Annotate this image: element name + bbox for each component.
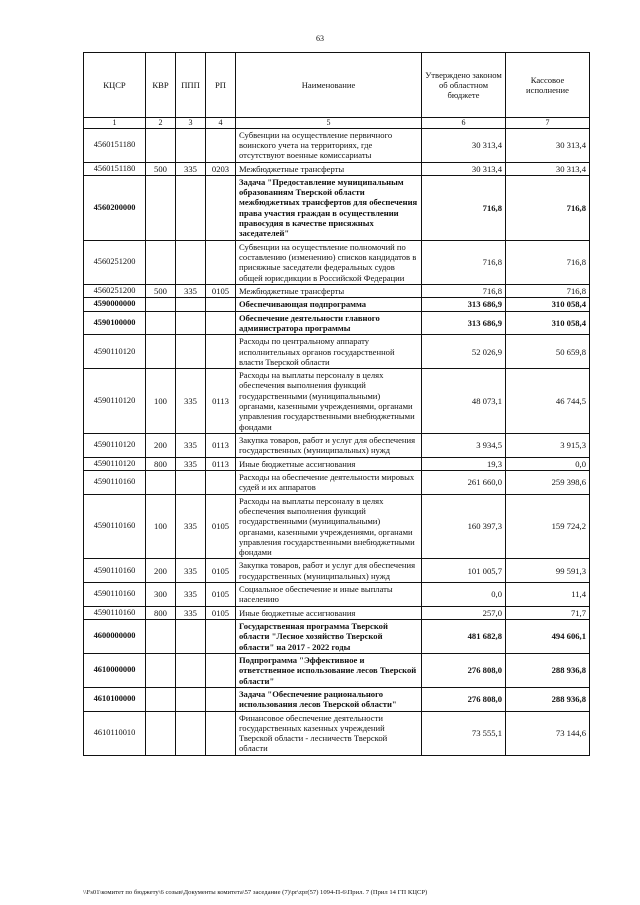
- cell-executed: 46 744,5: [506, 369, 590, 434]
- cell-ppp: [176, 311, 206, 335]
- cell-kvr: 200: [146, 434, 176, 458]
- cell-approved: 52 026,9: [422, 335, 506, 369]
- table-row: [84, 653, 590, 687]
- cell-executed: 11,4: [506, 583, 590, 607]
- cell-kcsr: 4560200000: [84, 175, 146, 240]
- header-rp: РП: [206, 53, 236, 118]
- cell-executed: 288 936,8: [506, 687, 590, 711]
- cell-kvr: 800: [146, 457, 176, 470]
- cell-name: Финансовое обеспечение деятельности государственных казенных учреждений Тверской области - лесничеств Тверской области: [236, 711, 422, 755]
- cell-executed: 0,0: [506, 457, 590, 470]
- cell-executed: 159 724,2: [506, 494, 590, 559]
- header-ppp: ППП: [176, 53, 206, 118]
- table-row: [84, 494, 590, 559]
- cell-kcsr: 4590110160: [84, 494, 146, 559]
- cell-ppp: 335: [176, 434, 206, 458]
- cell-approved: 30 313,4: [422, 128, 506, 162]
- column-number: 6: [422, 118, 506, 129]
- table-row: [84, 583, 590, 607]
- cell-kvr: [146, 298, 176, 311]
- cell-rp: [206, 298, 236, 311]
- cell-executed: 30 313,4: [506, 162, 590, 175]
- cell-name: Закупка товаров, работ и услуг для обеспечения государственных (муниципальных) нужд: [236, 559, 422, 583]
- cell-name: Иные бюджетные ассигнования: [236, 457, 422, 470]
- cell-ppp: 335: [176, 284, 206, 297]
- table-row: [84, 620, 590, 654]
- header-name: Наименование: [236, 53, 422, 118]
- cell-rp: 0113: [206, 434, 236, 458]
- cell-approved: 0,0: [422, 583, 506, 607]
- cell-rp: 0113: [206, 457, 236, 470]
- cell-kcsr: 4590110120: [84, 335, 146, 369]
- cell-name: Обеспечивающая подпрограмма: [236, 298, 422, 311]
- cell-ppp: 335: [176, 583, 206, 607]
- table-row: [84, 470, 590, 494]
- cell-ppp: [176, 128, 206, 162]
- cell-rp: 0113: [206, 369, 236, 434]
- cell-approved: 313 686,9: [422, 298, 506, 311]
- table-row: [84, 457, 590, 470]
- cell-ppp: 335: [176, 162, 206, 175]
- cell-approved: 716,8: [422, 284, 506, 297]
- cell-name: Задача "Обеспечение рационального использования лесов Тверской области": [236, 687, 422, 711]
- cell-name: Межбюджетные трансферты: [236, 162, 422, 175]
- column-number: 4: [206, 118, 236, 129]
- cell-approved: 276 808,0: [422, 687, 506, 711]
- cell-ppp: 335: [176, 606, 206, 619]
- cell-rp: 0105: [206, 284, 236, 297]
- cell-kcsr: 4590000000: [84, 298, 146, 311]
- cell-kcsr: 4590110160: [84, 583, 146, 607]
- cell-executed: 50 659,8: [506, 335, 590, 369]
- cell-kcsr: 4610110010: [84, 711, 146, 755]
- cell-ppp: 335: [176, 494, 206, 559]
- cell-name: Расходы на обеспечение деятельности мировых судей и их аппаратов: [236, 470, 422, 494]
- cell-approved: 313 686,9: [422, 311, 506, 335]
- table-row: [84, 128, 590, 162]
- cell-kcsr: 4590110160: [84, 470, 146, 494]
- cell-ppp: [176, 711, 206, 755]
- cell-approved: 30 313,4: [422, 162, 506, 175]
- budget-execution-table: [83, 52, 590, 756]
- cell-name: Задача "Предоставление муниципальным образованиям Тверской области межбюджетных трансфертов для обеспечения права участия граждан в осуществлении правосудия в качестве присяжных заседателей": [236, 175, 422, 240]
- cell-rp: [206, 128, 236, 162]
- cell-rp: [206, 335, 236, 369]
- cell-ppp: 335: [176, 457, 206, 470]
- cell-ppp: 335: [176, 369, 206, 434]
- page-number: 63: [316, 34, 324, 43]
- cell-kvr: [146, 470, 176, 494]
- cell-executed: 30 313,4: [506, 128, 590, 162]
- cell-approved: 257,0: [422, 606, 506, 619]
- table-row: [84, 687, 590, 711]
- table-row: [84, 311, 590, 335]
- cell-ppp: [176, 470, 206, 494]
- cell-kvr: [146, 335, 176, 369]
- cell-approved: 101 005,7: [422, 559, 506, 583]
- cell-executed: 494 606,1: [506, 620, 590, 654]
- cell-approved: 261 660,0: [422, 470, 506, 494]
- cell-kvr: [146, 711, 176, 755]
- cell-executed: 3 915,3: [506, 434, 590, 458]
- footer-file-path: \\Fs01\комитет по бюджету\6 созыв\Документы комитета\57 заседание (7)\pr\zpr(57) 1094-П-6\Прил. 7 (Прил 14 ГП КЦСР): [83, 889, 428, 896]
- cell-name: Обеспечение деятельности главного администратора программы: [236, 311, 422, 335]
- cell-name: Закупка товаров, работ и услуг для обеспечения государственных (муниципальных) нужд: [236, 434, 422, 458]
- cell-ppp: [176, 620, 206, 654]
- cell-approved: 160 397,3: [422, 494, 506, 559]
- cell-rp: [206, 711, 236, 755]
- cell-ppp: [176, 653, 206, 687]
- cell-executed: 310 058,4: [506, 311, 590, 335]
- cell-kcsr: 4600000000: [84, 620, 146, 654]
- cell-approved: 716,8: [422, 175, 506, 240]
- cell-executed: 99 591,3: [506, 559, 590, 583]
- column-number: 7: [506, 118, 590, 129]
- cell-kcsr: 4560251200: [84, 240, 146, 284]
- cell-executed: 73 144,6: [506, 711, 590, 755]
- cell-kvr: [146, 128, 176, 162]
- column-number: 3: [176, 118, 206, 129]
- table-header-row: [84, 53, 590, 118]
- cell-executed: 71,7: [506, 606, 590, 619]
- cell-approved: 48 073,1: [422, 369, 506, 434]
- cell-approved: 19,3: [422, 457, 506, 470]
- cell-kcsr: 4590110160: [84, 559, 146, 583]
- cell-kvr: 300: [146, 583, 176, 607]
- cell-executed: 259 398,6: [506, 470, 590, 494]
- cell-kcsr: 4590110120: [84, 434, 146, 458]
- cell-kvr: [146, 620, 176, 654]
- cell-rp: [206, 240, 236, 284]
- cell-kvr: 500: [146, 162, 176, 175]
- cell-kcsr: 4610000000: [84, 653, 146, 687]
- cell-name: Расходы на выплаты персоналу в целях обеспечения выполнения функций государственными (муниципальными) органами, казенными учреждениями, органами управления государственными внебюджетными фондами: [236, 494, 422, 559]
- cell-rp: [206, 653, 236, 687]
- cell-kvr: [146, 175, 176, 240]
- cell-ppp: [176, 175, 206, 240]
- cell-ppp: [176, 687, 206, 711]
- cell-kcsr: 4590110120: [84, 457, 146, 470]
- cell-name: Подпрограмма "Эффективное и ответственное использование лесов Тверской области": [236, 653, 422, 687]
- header-kvr: КВР: [146, 53, 176, 118]
- cell-name: Социальное обеспечение и иные выплаты населению: [236, 583, 422, 607]
- column-number: 1: [84, 118, 146, 129]
- cell-executed: 288 936,8: [506, 653, 590, 687]
- cell-kvr: [146, 311, 176, 335]
- cell-rp: [206, 687, 236, 711]
- table-row: [84, 298, 590, 311]
- cell-rp: [206, 311, 236, 335]
- header-executed: Кассовое исполнение: [506, 53, 590, 118]
- cell-executed: 716,8: [506, 284, 590, 297]
- table-row: [84, 335, 590, 369]
- table-row: [84, 434, 590, 458]
- cell-kcsr: 4560151180: [84, 128, 146, 162]
- cell-approved: 716,8: [422, 240, 506, 284]
- cell-rp: [206, 470, 236, 494]
- header-approved: Утверждено законом об областном бюджете: [422, 53, 506, 118]
- cell-rp: 0105: [206, 583, 236, 607]
- cell-ppp: [176, 240, 206, 284]
- cell-approved: 73 555,1: [422, 711, 506, 755]
- cell-name: Государственная программа Тверской области "Лесное хозяйство Тверской области" на 2017 - 2022 годы: [236, 620, 422, 654]
- cell-rp: 0105: [206, 559, 236, 583]
- cell-kvr: [146, 653, 176, 687]
- cell-kcsr: 4560251200: [84, 284, 146, 297]
- cell-ppp: 335: [176, 559, 206, 583]
- cell-kcsr: 4610100000: [84, 687, 146, 711]
- cell-kvr: 200: [146, 559, 176, 583]
- table-body: [84, 128, 590, 755]
- column-number: 5: [236, 118, 422, 129]
- cell-ppp: [176, 298, 206, 311]
- cell-approved: 481 682,8: [422, 620, 506, 654]
- cell-name: Субвенции на осуществление полномочий по составлению (изменению) списков кандидатов в присяжные заседатели федеральных судов общей юрисдикции в Российской Федерации: [236, 240, 422, 284]
- cell-kvr: 100: [146, 369, 176, 434]
- cell-kcsr: 4590100000: [84, 311, 146, 335]
- cell-name: Расходы по центральному аппарату исполнительных органов государственной власти Тверской области: [236, 335, 422, 369]
- cell-rp: [206, 175, 236, 240]
- cell-rp: 0105: [206, 494, 236, 559]
- cell-approved: 3 934,5: [422, 434, 506, 458]
- cell-kvr: 500: [146, 284, 176, 297]
- cell-rp: 0203: [206, 162, 236, 175]
- cell-executed: 716,8: [506, 175, 590, 240]
- table-row: [84, 606, 590, 619]
- table-row: [84, 711, 590, 755]
- cell-kcsr: 4560151180: [84, 162, 146, 175]
- cell-approved: 276 808,0: [422, 653, 506, 687]
- table-row: [84, 175, 590, 240]
- cell-name: Иные бюджетные ассигнования: [236, 606, 422, 619]
- cell-kvr: 100: [146, 494, 176, 559]
- column-number-row: [84, 118, 590, 129]
- cell-name: Межбюджетные трансферты: [236, 284, 422, 297]
- header-kcsr: КЦСР: [84, 53, 146, 118]
- table-row: [84, 369, 590, 434]
- cell-kcsr: 4590110120: [84, 369, 146, 434]
- cell-kcsr: 4590110160: [84, 606, 146, 619]
- cell-rp: 0105: [206, 606, 236, 619]
- cell-ppp: [176, 335, 206, 369]
- cell-kvr: 800: [146, 606, 176, 619]
- column-number: 2: [146, 118, 176, 129]
- cell-name: Субвенции на осуществление первичного воинского учета на территориях, где отсутствуют военные комиссариаты: [236, 128, 422, 162]
- cell-name: Расходы на выплаты персоналу в целях обеспечения выполнения функций государственными (муниципальными) органами, казенными учреждениями, органами управления государственными внебюджетными фондами: [236, 369, 422, 434]
- cell-executed: 310 058,4: [506, 298, 590, 311]
- table-row: [84, 559, 590, 583]
- table-row: [84, 284, 590, 297]
- cell-executed: 716,8: [506, 240, 590, 284]
- cell-kvr: [146, 240, 176, 284]
- table-row: [84, 240, 590, 284]
- cell-kvr: [146, 687, 176, 711]
- table-row: [84, 162, 590, 175]
- cell-rp: [206, 620, 236, 654]
